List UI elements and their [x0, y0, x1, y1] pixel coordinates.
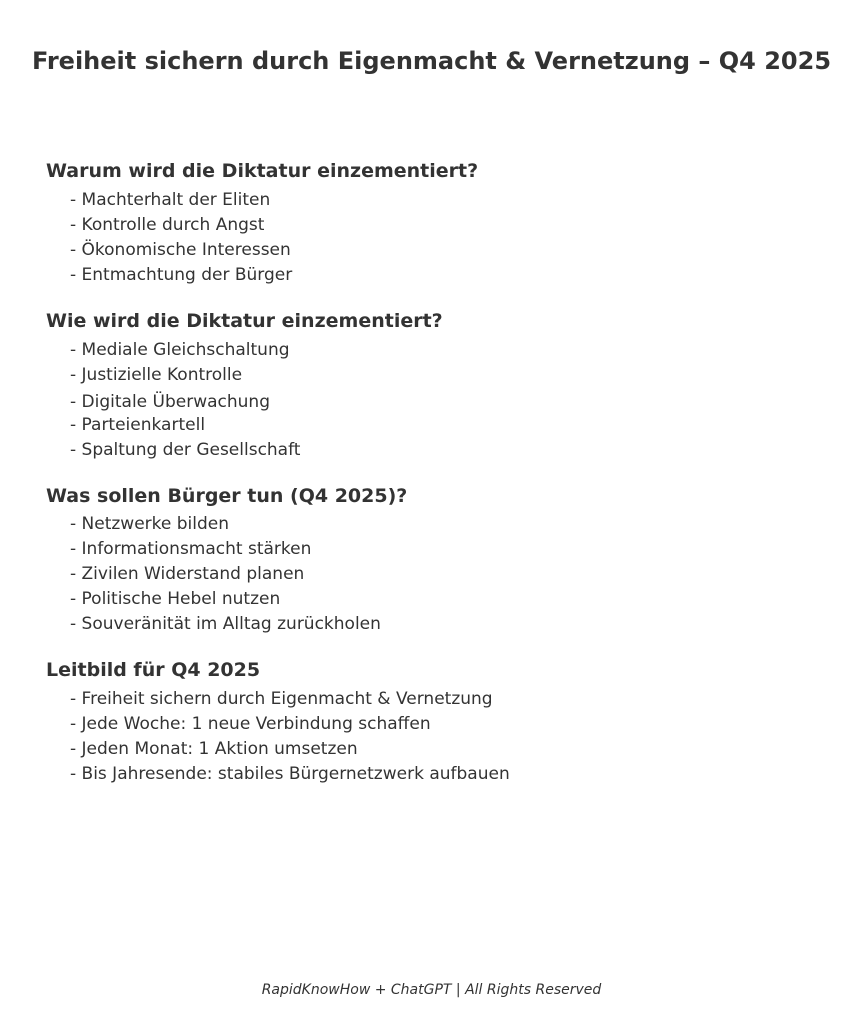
list-item: - Freiheit sichern durch Eigenmacht & Vernetzung [70, 689, 493, 709]
list-item: - Machterhalt der Eliten [70, 190, 271, 210]
section-heading-warum: Warum wird die Diktatur einzementiert? [46, 160, 479, 182]
list-item: - Politische Hebel nutzen [70, 589, 281, 609]
footer-copyright: RapidKnowHow + ChatGPT | All Rights Reserved [261, 982, 602, 998]
section-heading-wie: Wie wird die Diktatur einzementiert? [46, 310, 443, 332]
list-item: - Spaltung der Gesellschaft [70, 440, 301, 460]
list-item: - Netzwerke bilden [70, 514, 230, 534]
list-item: - Souveränität im Alltag zurückholen [70, 614, 381, 634]
list-item: - Kontrolle durch Angst [70, 215, 265, 235]
section-heading-was-tun: Was sollen Bürger tun (Q4 2025)? [46, 485, 408, 507]
list-item: - Mediale Gleichschaltung [70, 340, 290, 360]
list-item: - Entmachtung der Bürger [70, 265, 293, 285]
list-item: - Ökonomische Interessen [70, 240, 291, 260]
page-title: Freiheit sichern durch Eigenmacht & Vernetzung – Q4 2025 [31, 47, 832, 75]
list-item: - Informationsmacht stärken [70, 539, 312, 559]
list-item: - Justizielle Kontrolle [70, 365, 243, 385]
list-item: - Parteienkartell [70, 415, 206, 435]
list-item: - Jede Woche: 1 neue Verbindung schaffen [70, 714, 431, 734]
list-item: - Jeden Monat: 1 Aktion umsetzen [70, 739, 358, 759]
section-heading-leitbild: Leitbild für Q4 2025 [46, 659, 261, 681]
list-item: - Zivilen Widerstand planen [70, 564, 305, 584]
list-item: - Bis Jahresende: stabiles Bürgernetzwerk aufbauen [70, 764, 510, 784]
list-item: - Digitale Überwachung [70, 392, 270, 412]
